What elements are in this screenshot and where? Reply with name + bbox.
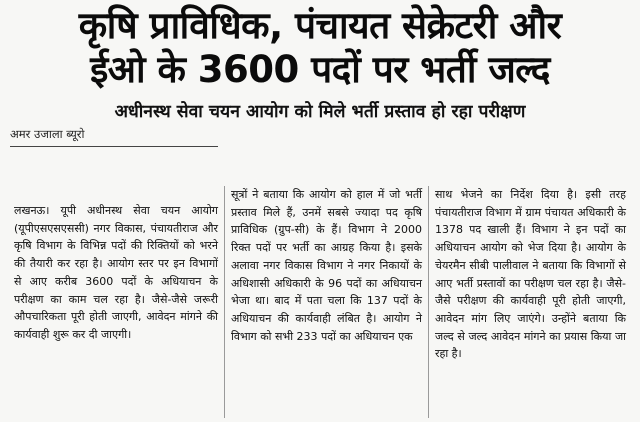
article-column-3: साथ भेजने का निर्देश दिया है। इसी तरह पंचायतीराज विभाग में ग्राम पंचायत अधिकारी के 1378 पद खाली हैं। विभाग ने इन पदों का अधियाचन आयोग को भेज दिया है। आयोग के चेयरमैन सीबी पालीवाल ने बताया कि विभागों से आए भर्ती प्रस्तावों का परीक्षण चल रहा है। जैसे-जैसे परीक्षण की कार्यवाही पूरी होती जाएगी, आवेदन मांग लिए जाएंगे। उन्होंने बताया कि जल्द से जल्द आवेदन मांगने का प्रयास किया जा रहा है। (428, 186, 632, 418)
subheadline: अधीनस्थ सेवा चयन आयोग को मिले भर्ती प्रस्ताव हो रहा परीक्षण (114, 102, 526, 122)
headline-line-2: ईओ के 3600 पदों पर भर्ती जल्द (90, 48, 550, 91)
byline: अमर उजाला ब्यूरो (10, 126, 218, 147)
headline-line-1: कृषि प्राविधिक, पंचायत सेक्रेटरी और (78, 4, 562, 47)
article-column-1: लखनऊ। यूपी अधीनस्थ सेवा चयन आयोग (यूपीएसएसएससी) नगर विकास, पंचायतीराज और कृषि विभाग के विभिन्न पदों की रिक्तियों को भरने की तैयारी कर रहा है। आयोग स्तर पर इन विभागों से आए करीब 3600 पदों के अधियाचन के परीक्षण का काम चल रहा है। जैसे-जैसे जरूरी औपचारिकता पूरी होती जाएगी, आवेदन मांगने की कार्यवाही शुरू कर दी जाएगी। (14, 204, 218, 341)
headline (8, 4, 632, 92)
article-column-2: सूत्रों ने बताया कि आयोग को हाल में जो भर्ती प्रस्ताव मिले हैं, उनमें सबसे ज्यादा पद कृषि प्राविधिक (ग्रुप-सी) के हैं। विभाग ने 2000 रिक्त पदों पर भर्ती का आग्रह किया है। इसके अलावा नगर विकास विभाग ने नगर निकायों के अधिशासी अधिकारी के 96 पदों का अधियाचन भेजा था। बाद में पता चला कि 137 पदों के अधियाचन की कार्यवाही लंबित है। आयोग ने विभाग को सभी 233 पदों का अधियाचन एक (224, 186, 428, 418)
article-body (8, 186, 632, 418)
